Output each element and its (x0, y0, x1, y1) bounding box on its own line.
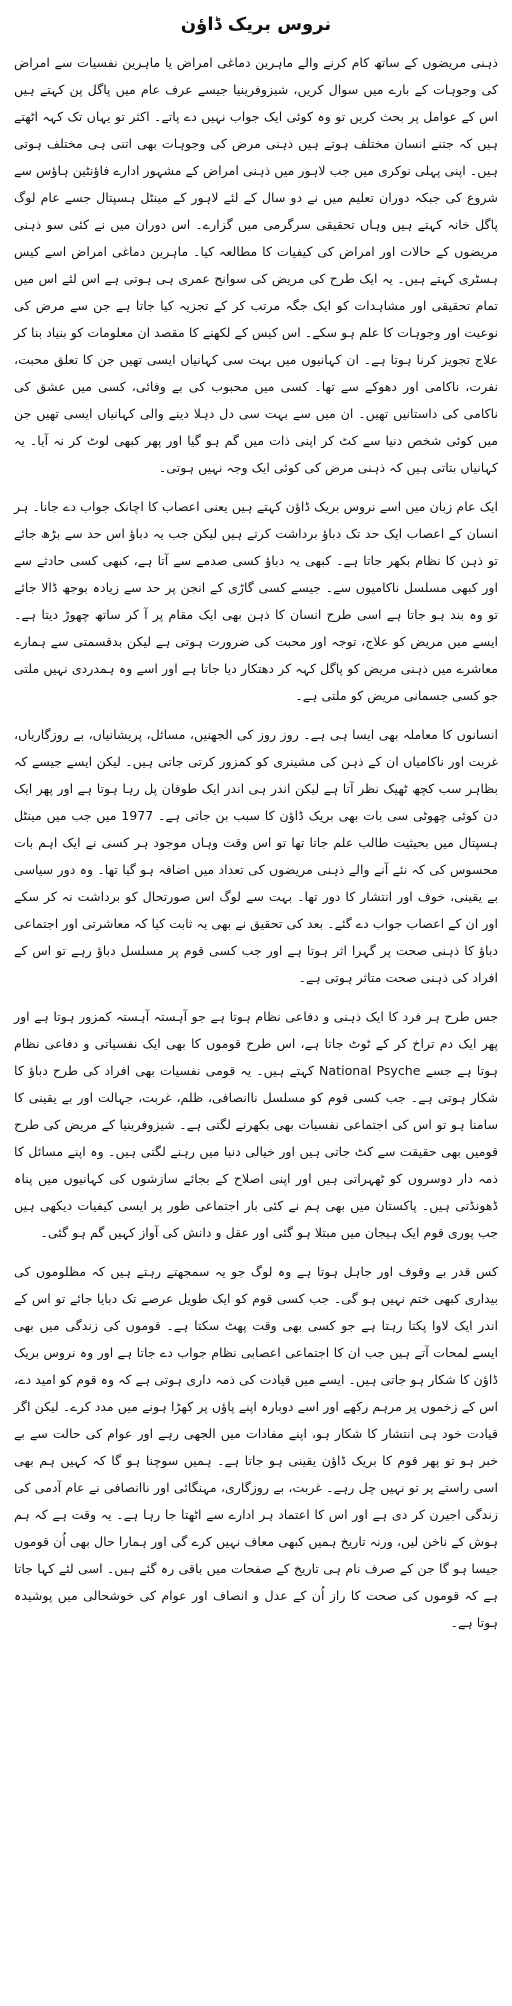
article-paragraph-2: ایک عام زبان میں اسے نروس بریک ڈاؤن کہتے ہیں یعنی اعصاب کا اچانک جواب دے جانا۔ ہر انسان کے اعصاب ایک حد تک دباؤ برداشت کرتے ہیں لیکن جب یہ دباؤ اس حد سے بڑھ جائے تو ذہن کا نظام بکھر جاتا ہے۔ کبھی یہ دباؤ کسی صدمے سے آتا ہے، کبھی کسی حادثے سے اور کبھی مسلسل ناکامیوں سے۔ جیسے کسی گاڑی کے انجن پر حد سے زیادہ بوجھ ڈالا جائے تو وہ بند ہو جاتا ہے اسی طرح انسان کا ذہن بھی ایک مقام پر آ کر ساتھ چھوڑ دیتا ہے۔ ایسے میں مریض کو علاج، توجہ اور محبت کی ضرورت ہوتی ہے لیکن بدقسمتی سے ہمارے معاشرے میں ذہنی مریض کو پاگل کہہ کر دھتکار دیا جاتا ہے اور اسے وہ ہمدردی نہیں ملتی جو کسی جسمانی مریض کو ملتی ہے۔ (14, 499, 498, 703)
article-title: نروس بریک ڈاؤن (180, 14, 332, 35)
article-paragraph-3: انسانوں کا معاملہ بھی ایسا ہی ہے۔ روز روز کی الجھنیں، مسائل، پریشانیاں، بے روزگاریاں، غربت اور ناکامیاں ان کے ذہن کی مشینری کو کمزور کرتی جاتی ہیں۔ لیکن ایسے جیسے کہ بظاہر سب کچھ ٹھیک نظر آتا ہے لیکن اندر ہی اندر ایک طوفان پل رہا ہوتا ہے اور پھر ایک دن کوئی چھوٹی سی بات بھی بریک ڈاؤن کا سبب بن جاتی ہے۔ 1977 میں جب میں مینٹل ہسپتال میں بحیثیت طالب علم جاتا تھا تو اس وقت وہاں موجود ہر کسی نے ایک اہم بات محسوس کی کہ نئے آنے والے ذہنی مریضوں کی تعداد میں اضافہ ہو گیا تھا۔ وہ دور سیاسی بے یقینی، خوف اور انتشار کا دور تھا۔ بہت سے لوگ اس صورتحال کو برداشت نہ کر سکے اور ان کے اعصاب جواب دے گئے۔ بعد کی تحقیق نے بھی یہ ثابت کیا کہ معاشرتی اور اجتماعی دباؤ کا ذہنی صحت پر گہرا اثر ہوتا ہے اور جب کسی قوم پر مسلسل دباؤ رہے تو اس کے افراد کی ذہنی صحت متاثر ہوتی ہے۔ (14, 727, 498, 985)
article-paragraph-1: ذہنی مریضوں کے ساتھ کام کرنے والے ماہرین دماغی امراض یا ماہرین نفسیات سے امراض کی وجوہات کے بارے میں سوال کریں، شیزوفرینیا جیسے عرف عام میں پاگل پن کہتے ہیں اس کے عوامل پر بحث کریں تو وہ کوئی ایک جواب نہیں دے پاتے۔ اکثر تو یہاں تک کہہ اٹھتے ہیں کہ جتنے انسان مختلف ہوتے ہیں ذہنی مرض کی وجوہات بھی اتنی ہی مختلف ہوتی ہیں۔ اپنی پہلی نوکری میں جب لاہور میں ذہنی امراض کے مشہور ادارے فاؤنٹین ہاؤس سے شروع کی جبکہ دوران تعلیم میں نے دو سال کے لئے لاہور کے مینٹل ہسپتال جسے عام لوگ پاگل خانہ کہتے ہیں وہاں تحقیقی سرگرمی میں گزارے۔ اس دوران میں نے کئی سو ذہنی مریضوں کے حالات اور امراض کی کیفیات کا مطالعہ کیا۔ ماہرین دماغی امراض اسے کیس ہسٹری کہتے ہیں۔ یہ ایک طرح کی مریض کی سوانح عمری ہی ہوتی ہے اس لئے اس میں تمام تحقیقی اور مشاہدات کو ایک جگہ مرتب کر کے تجزیہ کیا جاتا ہے جن سے مرض کی نوعیت اور وجوہات کا علم ہو سکے۔ اس کیس کے لکھنے کا مقصد ان معلومات کو بنیاد بنا کر علاج تجویز کرنا ہوتا ہے۔ ان کہانیوں میں بہت سی کہانیاں ایسی تھیں جن کا تعلق محبت، نفرت، ناکامی اور دھوکے سے تھا۔ کسی میں محبوب کی بے وفائی، کسی میں عشق کی ناکامی کی داستانیں تھیں۔ ان میں سے بہت سی دل دہلا دینے والی کہانیاں ایسی تھیں جن میں کوئی شخص دنیا سے کٹ کر اپنی ذات میں گم ہو گیا اور پھر کبھی لوٹ کر نہ آیا۔ یہ کہانیاں بتاتی ہیں کہ ذہنی مرض کی کوئی ایک وجہ نہیں ہوتی۔ (14, 55, 498, 475)
article-paragraph-5: کس قدر بے وقوف اور جاہل ہوتا ہے وہ لوگ جو یہ سمجھتے رہتے ہیں کہ مظلوموں کی بیداری کبھی ختم نہیں ہو گی۔ جب کسی قوم کو ایک طویل عرصے تک دبایا جائے تو اس کے اندر ایک لاوا پکتا رہتا ہے جو کسی بھی وقت پھٹ سکتا ہے۔ قوموں کی زندگی میں بھی ایسے لمحات آتے ہیں جب ان کا اجتماعی اعصابی نظام جواب دے جاتا ہے اور وہ نروس بریک ڈاؤن کا شکار ہو جاتی ہیں۔ ایسے میں قیادت کی ذمہ داری ہوتی ہے کہ وہ قوم کو امید دے، اس کے زخموں پر مرہم رکھے اور اسے دوبارہ اپنے پاؤں پر کھڑا ہونے میں مدد کرے۔ لیکن اگر قیادت خود ہی انتشار کا شکار ہو، اپنے مفادات میں الجھی رہے اور عوام کی حالت سے بے خبر ہو تو پھر قوم کا بریک ڈاؤن یقینی ہو جاتا ہے۔ ہمیں سوچنا ہو گا کہ کہیں ہم بھی اسی راستے پر تو نہیں چل رہے۔ غربت، بے روزگاری، مہنگائی اور ناانصافی نے عام آدمی کی زندگی اجیرن کر دی ہے اور اس کا اعتماد ہر ادارے سے اٹھتا جا رہا ہے۔ یہ وقت ہے کہ ہم ہوش کے ناخن لیں، ورنہ تاریخ ہمیں کبھی معاف نہیں کرے گی اور ہمارا حال بھی اُن قوموں جیسا ہو گا جن کے صرف نام ہی تاریخ کے صفحات میں باقی رہ گئے ہیں۔ اسی لئے کہا جاتا ہے کہ قوموں کی صحت کا راز اُن کے عدل و انصاف اور عوام کی خوشحالی میں پوشیدہ ہوتا ہے۔ (14, 1264, 498, 1630)
article-paragraph-4: جس طرح ہر فرد کا ایک ذہنی و دفاعی نظام ہوتا ہے جو آہستہ آہستہ کمزور ہوتا ہے اور پھر ایک دم تراخ کر کے ٹوٹ جاتا ہے، اس طرح قوموں کا بھی ایک نفسیاتی و دفاعی نظام ہوتا ہے جسے National Psyche کہتے ہیں۔ یہ قومی نفسیات بھی افراد کی طرح دباؤ کا شکار ہوتی ہے۔ جب کسی قوم کو مسلسل ناانصافی، ظلم، غربت، جہالت اور بے یقینی کا سامنا ہو تو اس کی اجتماعی نفسیات بھی بکھرنے لگتی ہے۔ شیزوفرینیا کے مریض کی طرح قومیں بھی حقیقت سے کٹ جاتی ہیں اور خیالی دنیا میں رہنے لگتی ہیں۔ وہ اپنے مسائل کا ذمہ دار دوسروں کو ٹھہراتی ہیں اور اپنی اصلاح کے بجائے سازشوں کی کہانیوں میں پناہ ڈھونڈتی ہیں۔ پاکستان میں بھی ہم نے کئی بار اجتماعی طور پر ایسی کیفیات دیکھی ہیں جب پوری قوم ایک ہیجان میں مبتلا ہو گئی اور عقل و دانش کی آواز کہیں گم ہو گئی۔ (14, 1009, 498, 1240)
